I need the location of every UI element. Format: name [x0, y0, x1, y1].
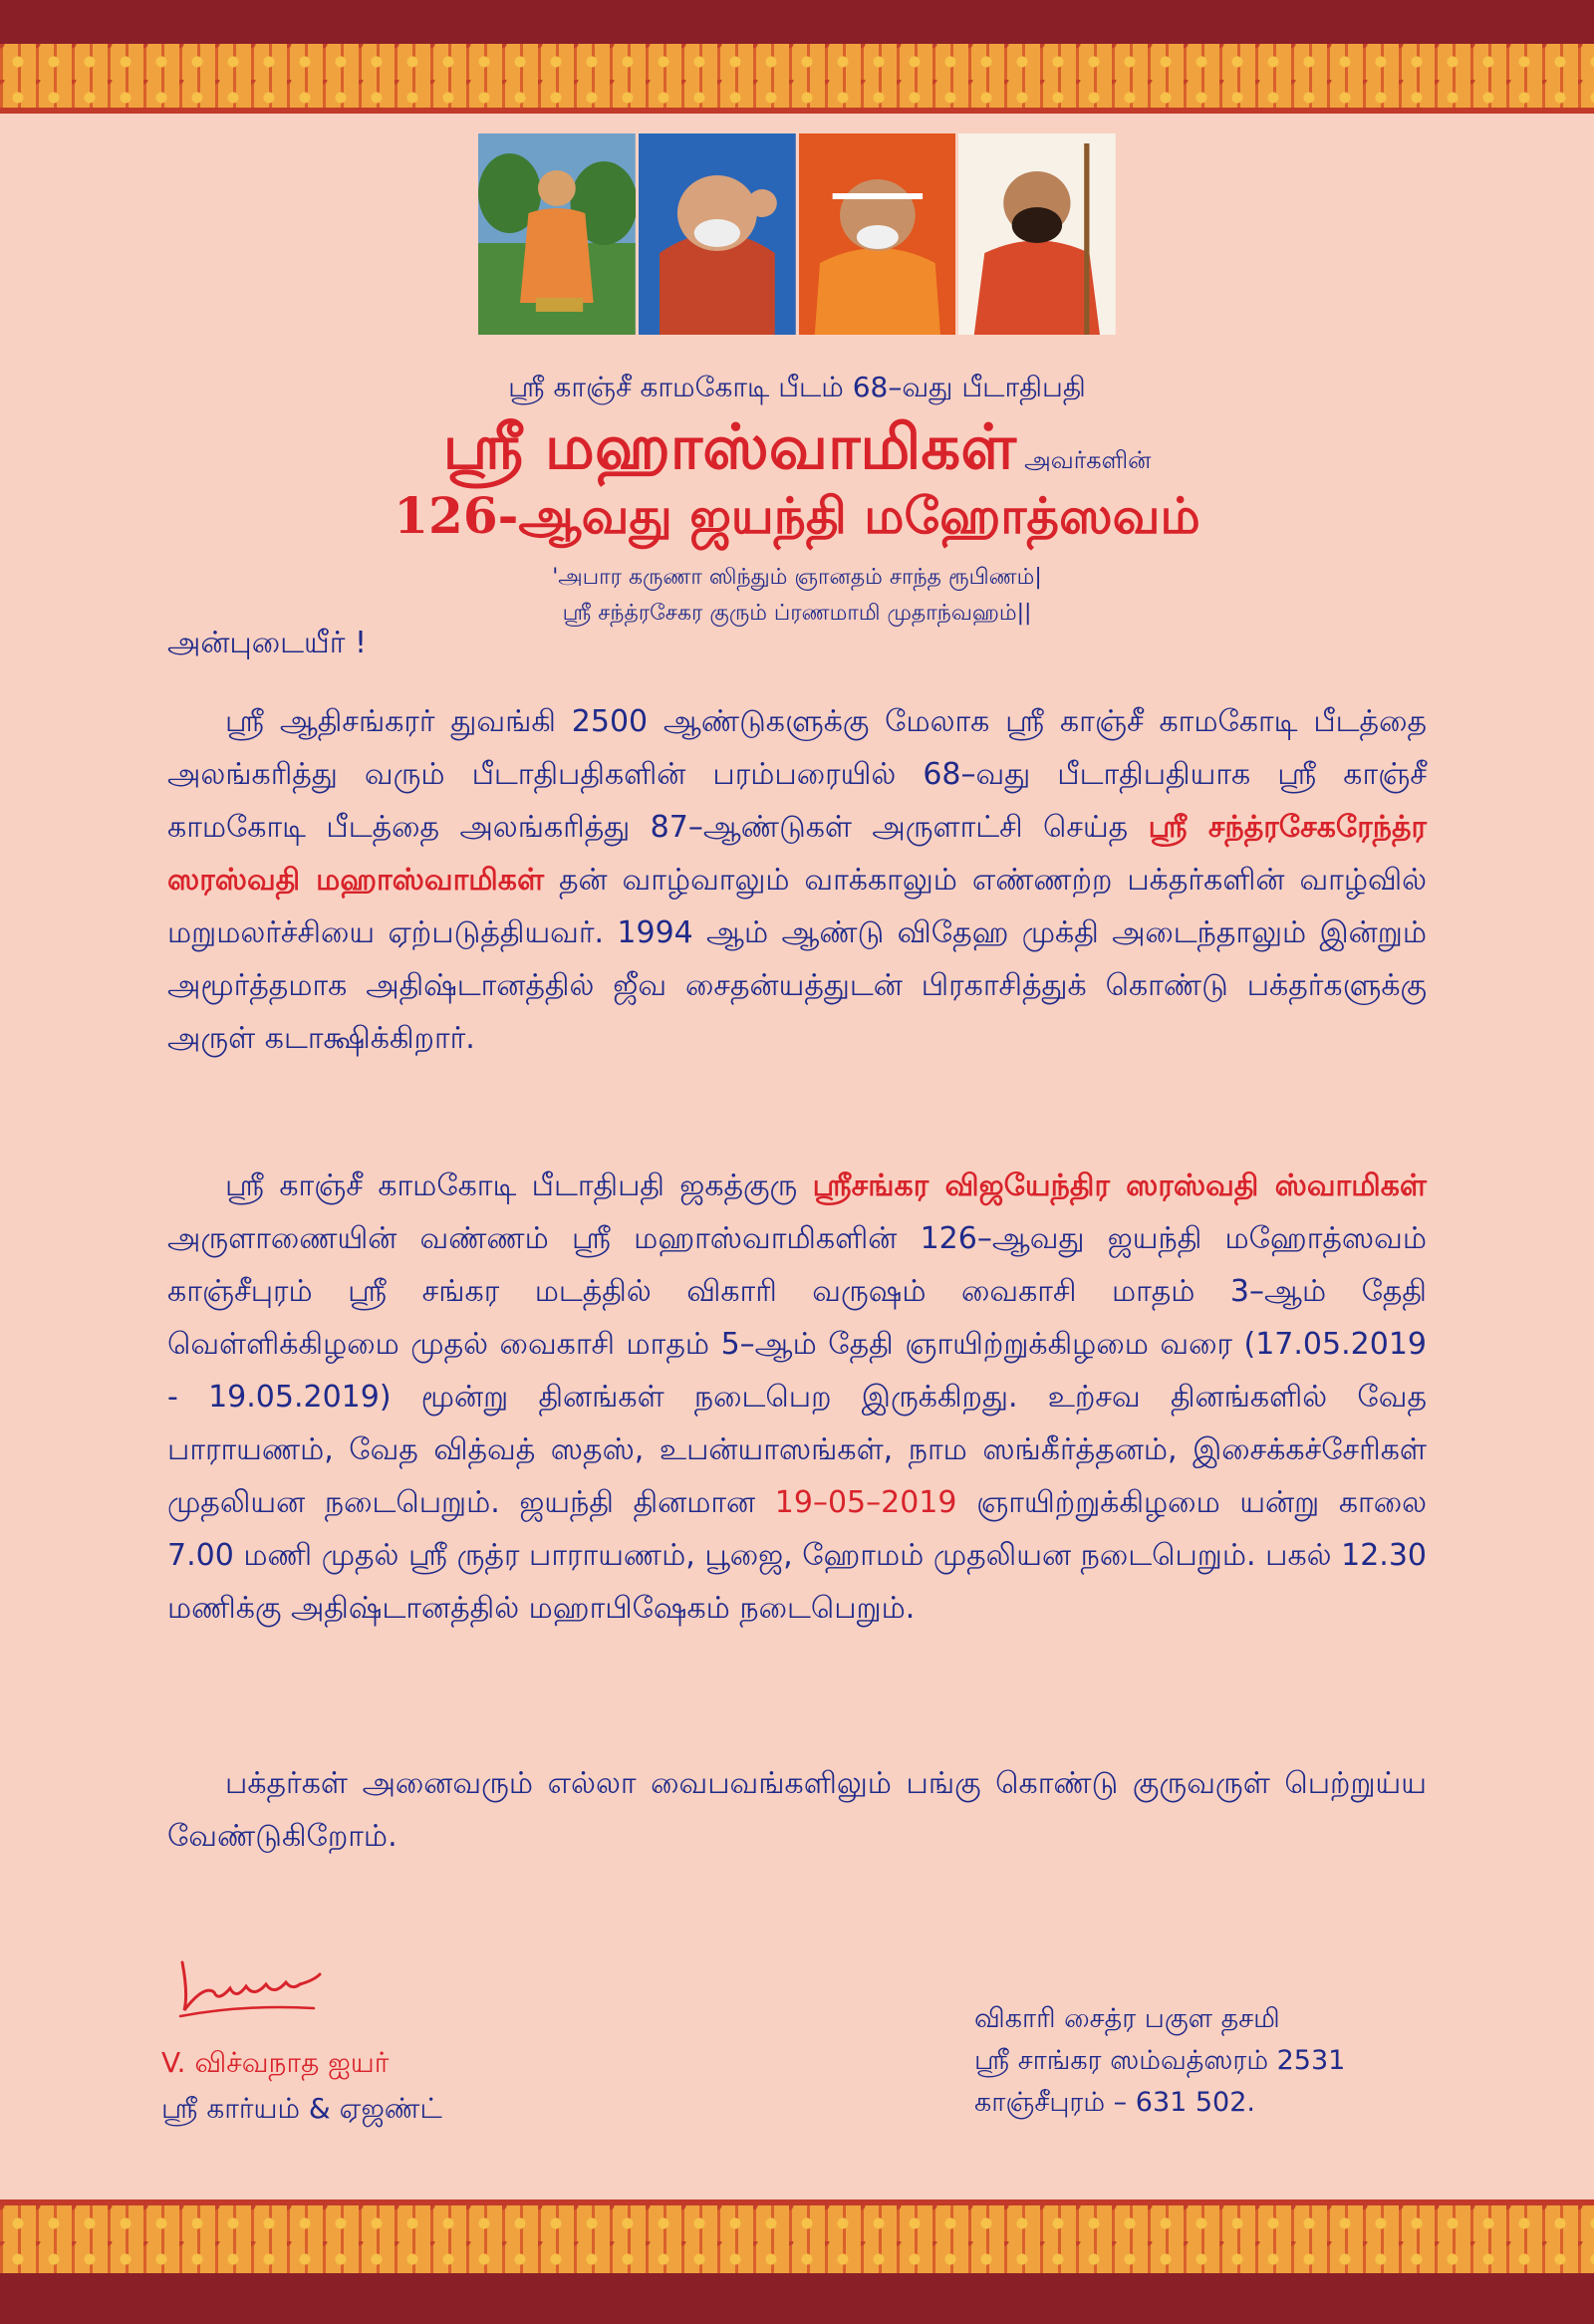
- panchanga-line: விகாரி சைத்ர பகுள தசமி: [974, 2003, 1280, 2034]
- top-border-pattern: [0, 44, 1594, 112]
- para2-highlight: ஸ்ரீசங்கர விஜயேந்திர ஸரஸ்வதி ஸ்வாமிகள்: [812, 1168, 1427, 1203]
- sloka-line-1: 'அபார கருணா ஸிந்தும் ஞானதம் சாந்த ரூபிணம்|: [552, 565, 1042, 590]
- bottom-border-pattern: [0, 2205, 1594, 2273]
- para2-text-b: அருளாணையின் வண்ணம் ஸ்ரீ மஹாஸ்வாமிகளின் 126–ஆவது ஜயந்தி மஹோத்ஸவம் காஞ்சீபுரம் ஸ்ரீ சங்கர மடத்தில் விகாரி வருஷம் வைகாசி மாதம் 3–ஆம் தேதி வெள்ளிக்கிழமை முதல் வைகாசி மாதம் 5–ஆம் தேதி ஞாயிற்றுக்கிழமை வரை (17.05.2019 - 19.05.2019) மூன்று தினங்கள் நடைபெற இருக்கிறது. உற்சவ தினங்களில் வேத பாராயணம், வேத வித்வத் ஸதஸ், உபன்யாஸங்கள், நாம ஸங்கீர்த்தனம், இசைக்கச்சேரிகள் முதலியன நடைபெறும். ஜயந்தி தினமான: [167, 1221, 1427, 1520]
- title-suffix: அவர்களின்: [1024, 446, 1152, 474]
- top-border-band: [0, 0, 1594, 44]
- photo-adi-shankara: [478, 133, 636, 335]
- title-text: ஸ்ரீ மஹாஸ்வாமிகள்: [442, 410, 1017, 483]
- para1-text-a: ஸ்ரீ ஆதிசங்கரர் துவங்கி 2500 ஆண்டுகளுக்கு மேலாக ஸ்ரீ காஞ்சீ காமகோடி பீடத்தை அலங்கரித்து வரும் பீடாதிபதிகளின் பரம்பரையில் 68–வது பீடாதிபதியாக ஸ்ரீ காஞ்சீ காமகோடி பீடத்தை அலங்கரித்து 87–ஆண்டுகள் அருளாட்சி செய்த: [167, 704, 1427, 845]
- para1-highlight: ஸ்ரீ சந்த்ரசேகரேந்த்ர ஸரஸ்வதி மஹாஸ்வாமிகள்: [167, 810, 1427, 898]
- para2-text-a: ஸ்ரீ காஞ்சீ காமகோடி பீடாதிபதி ஜகத்குரு: [225, 1168, 813, 1203]
- bottom-border-band: [0, 2273, 1594, 2324]
- top-border-edge: [0, 108, 1594, 114]
- paragraph-2: [167, 1160, 1427, 1635]
- photo-vijayendra: [958, 133, 1116, 335]
- salutation: அன்புடையீர் !: [167, 626, 367, 660]
- sloka-line-2: ஸ்ரீ சந்த்ரசேகர குரும் ப்ரணமாமி முதாந்வஹம்||: [562, 601, 1032, 626]
- signatory-name: V. விச்வநாத ஐயர்: [161, 2046, 390, 2079]
- paragraph-3: பக்தர்கள் அனைவரும் எல்லா வைபவங்களிலும் பங்கு கொண்டு குருவருள் பெற்றுய்ய வேண்டுகிறோம்.: [167, 1766, 1427, 1854]
- date-place-block: [974, 1998, 1345, 2124]
- para1-text-b: தன் வாழ்வாலும் வாக்காலும் எண்ணற்ற பக்தர்களின் வாழ்வில் மறுமலர்ச்சியை ஏற்படுத்தியவர். 1994 ஆம் ஆண்டு விதேஹ முக்தி அடைந்தாலும் இன்றும் அமூர்த்தமாக அதிஷ்டானத்தில் ஜீவ சைதன்யத்துடன் பிரகாசித்துக் கொண்டு பக்தர்களுக்கு அருள் கடாக்ஷிக்கிறார்.: [167, 863, 1428, 1056]
- acharya-photo-strip: [478, 133, 1116, 335]
- sloka-block: [0, 560, 1594, 632]
- paragraph-1: [167, 695, 1427, 1065]
- jayanthi-date: 19–05–2019: [774, 1485, 957, 1520]
- header-subline: ஸ்ரீ காஞ்சீ காமகோடி பீடம் 68–வது பீடாதிபதி: [508, 371, 1086, 403]
- para2-text-c: ஞாயிற்றுக்கிழமை யன்று காலை 7.00 மணி முதல் ஸ்ரீ ருத்ர பாராயணம், பூஜை, ஹோமம் முதலியன நடைபெறும். பகல் 12.30 மணிக்கு அதிஷ்டானத்தில் மஹாபிஷேகம் நடைபெறும்.: [167, 1485, 1427, 1626]
- signatory-title: ஸ்ரீ கார்யம் & ஏஜண்ட்: [161, 2092, 442, 2125]
- samvatsara-line: ஸ்ரீ சாங்கர ஸம்வத்ஸரம் 2531: [974, 2045, 1346, 2076]
- photo-jayendra: [799, 133, 956, 335]
- photo-mahaswamigal: [639, 133, 796, 335]
- jayanthi-title: 126-ஆவது ஜயந்தி மஹோத்ஸவம்: [394, 486, 1200, 545]
- place-line: காஞ்சீபுரம் – 631 502.: [974, 2087, 1255, 2118]
- page-title: [0, 410, 1594, 492]
- signature-mark: [174, 1944, 324, 2019]
